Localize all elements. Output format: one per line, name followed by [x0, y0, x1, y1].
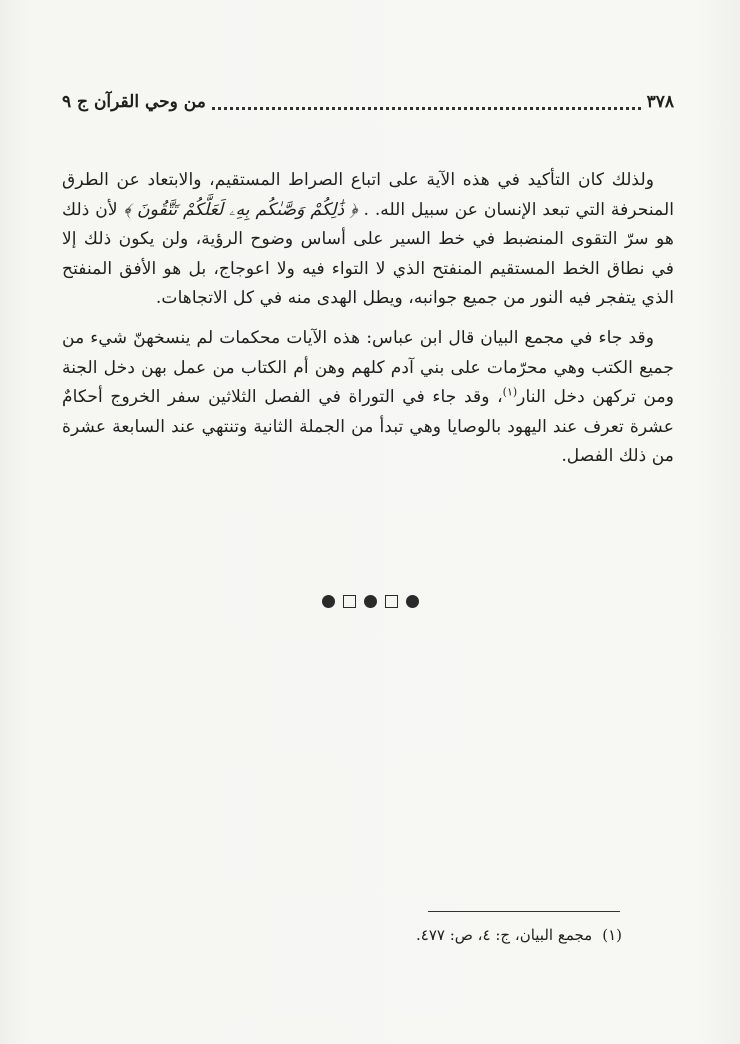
dot-leader: [212, 95, 641, 110]
running-header: [62, 88, 674, 116]
paragraph-2-text-before: وقد جاء في مجمع البيان قال ابن عباس: هذه الآيات محكمات لم ينسخهنّ شيء من جميع الكتب وهي محرّمات على بني آدم كلهم وهن أم الكتاب من عمل بهن دخل الجنة ومن تركهن دخل النار: [62, 327, 675, 408]
main-text: [62, 166, 674, 472]
quran-verse: ﴿ ذَٰلِكُمْ وَصَّىٰكُم بِهِۦ لَعَلَّكُمْ تَتَّقُونَ ﴾: [123, 199, 358, 220]
separator-dot-icon: [322, 595, 335, 608]
paragraph-1-text-before: ولذلك كان التأكيد في هذه الآية على اتباع الصراط المستقيم، والابتعاد عن الطرق المنحرفة التي تبعد الإنسان عن سبيل الله. .: [62, 170, 675, 220]
paragraph-2-text-after: ، وقد جاء في التوراة في الفصل الثلاثين سفر الخروج أحكامٌ عشرة تعرف عند اليهود بالوصايا وهي تبدأ من الجملة الثانية وتنتهي عند السابعة عشرة من ذلك الفصل.: [62, 387, 674, 467]
footnote-text: مجمع البيان، ج: ٤، ص: ٤٧٧.: [415, 926, 593, 944]
footnote-reference[interactable]: (١): [502, 385, 518, 399]
page-number: ٣٧٨: [646, 92, 674, 112]
book-title: من وحي القرآن ج ٩: [62, 92, 206, 112]
section-separator: [0, 595, 740, 608]
paragraph-1: [62, 166, 674, 314]
paragraph-1-text-after: لأن ذلك هو سرّ التقوى المنضبط في خط السير على أساس وضوح الرؤية، ولن يكون ذلك إلا في نطاق الخط المستقيم المنفتح الذي لا التواء فيه ولا اعوجاج، بل هو الأفق المنفتح الذي يتفجر فيه النور من جميع جوانبه، ويطل الهدى منه في كل الاتجاهات.: [62, 199, 674, 309]
footnote-1: [62, 924, 622, 946]
footnote-number: (١): [602, 926, 622, 944]
paragraph-2: [62, 324, 674, 472]
separator-dot-icon: [406, 595, 419, 608]
footnote-divider: [428, 911, 620, 912]
separator-square-icon: [343, 595, 356, 608]
separator-dot-icon: [364, 595, 377, 608]
separator-square-icon: [385, 595, 398, 608]
